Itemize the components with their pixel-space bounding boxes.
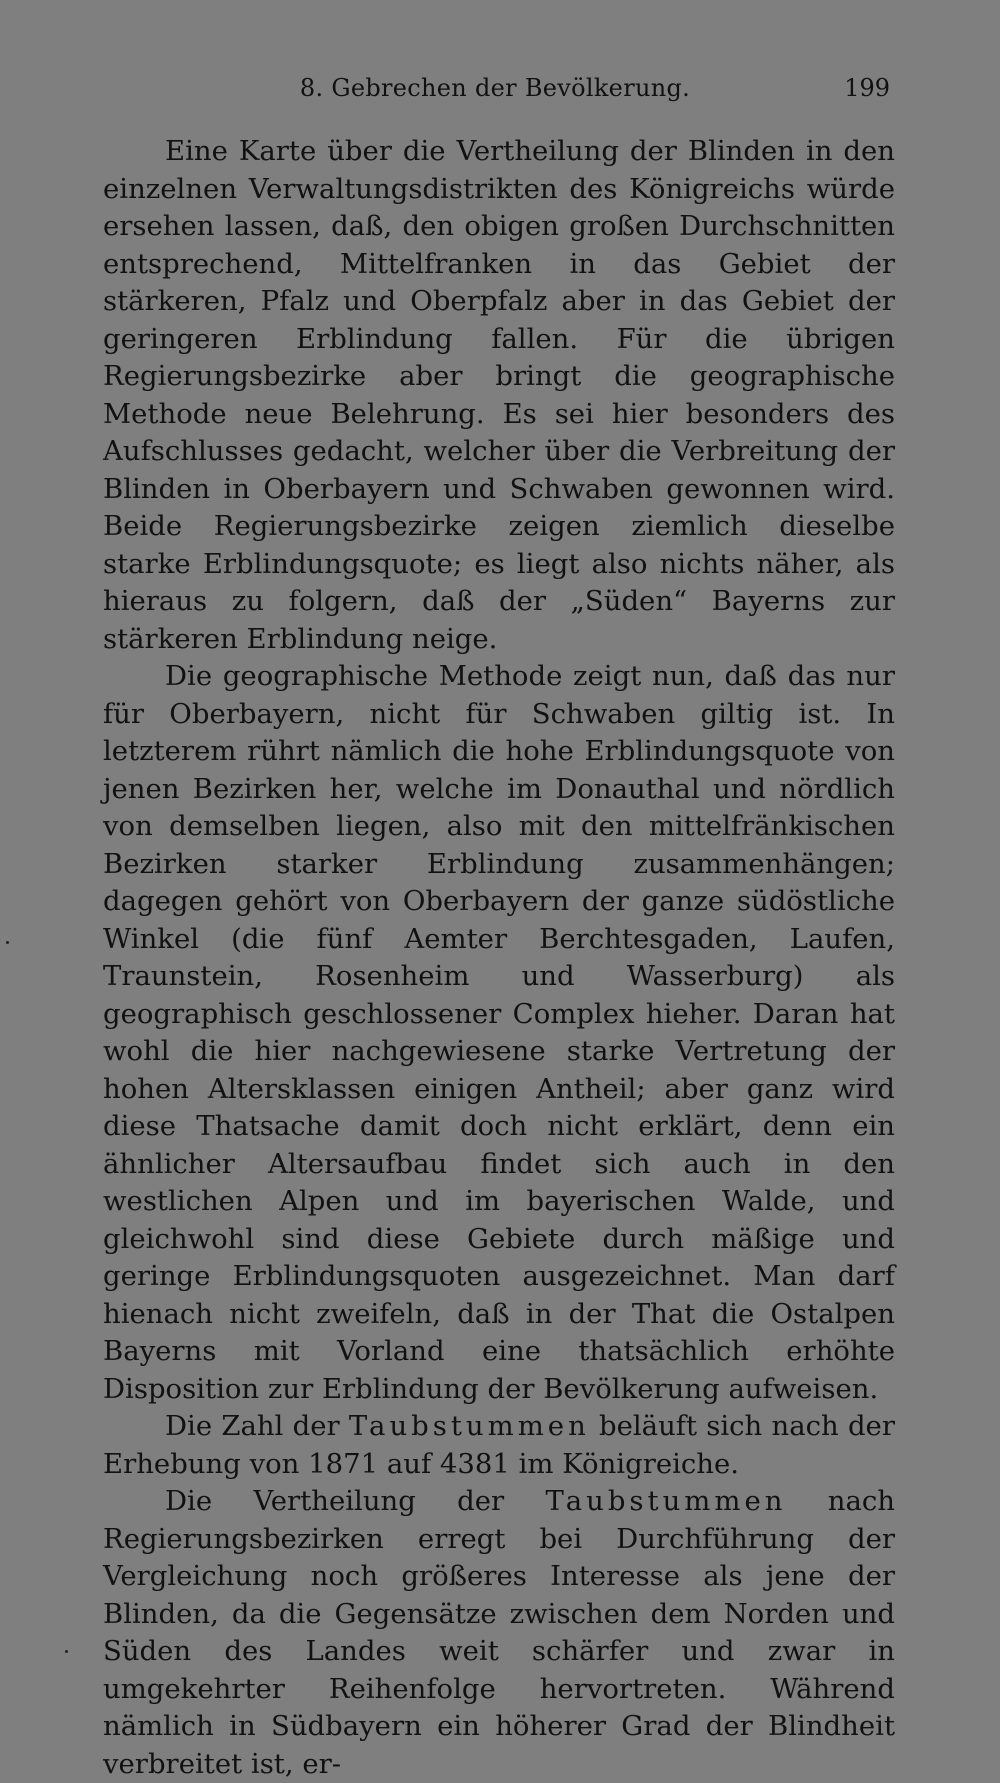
- paragraph: [103, 1483, 895, 1783]
- chapter-title: 8. Gebrechen der Bevölkerung.: [299, 74, 691, 102]
- emphasized-term: Taubstummen: [348, 1410, 590, 1442]
- text-run: Eine Karte über die Vertheilung der Blinden in den einzelnen Verwaltungsdistrikten des Königreichs würde ersehen lassen, daß, den obigen großen Durchschnitten entsprechend, Mittelfranken in das Gebiet der stärkeren, Pfalz und Oberpfalz aber in das Gebiet der geringeren Erblindung fallen. Für die übrigen Regierungsbezirke aber bringt die geographische Methode neue Belehrung. Es sei hier besonders des Aufschlusses gedacht, welcher über die Verbreitung der Blinden in Oberbayern und Schwaben gewonnen wird. Beide Regierungsbezirke zeigen ziemlich dieselbe starke Erblindungsquote; es liegt also nichts näher, als hieraus zu folgern, daß der „Süden“ Bayerns zur stärkeren Erblindung neige.: [103, 135, 895, 655]
- text-run: nach Regierungsbezirken erregt bei Durchführung der Vergleichung noch größeres Interesse als jene der Blinden, da die Gegensätze zwischen dem Norden und Süden des Landes weit schärfer und zwar in umgekehrter Reihenfolge hervortreten. Während nämlich in Südbayern ein höherer Grad der Blindheit verbreitet ist, er-: [103, 1485, 895, 1780]
- page-number: 199: [844, 74, 890, 102]
- running-header: [100, 70, 890, 106]
- emphasized-term: Taubstummen: [545, 1485, 787, 1517]
- scan-speck: [65, 1650, 68, 1653]
- text-run: Die Zahl der: [165, 1410, 349, 1442]
- text-run: Die geographische Methode zeigt nun, daß das nur für Oberbayern, nicht für Schwaben giltig ist. In letzterem rührt nämlich die hohe Erblindungsquote von jenen Bezirken her, welche im Donauthal und nördlich von demselben liegen, also mit den mittelfränkischen Bezirken starker Erblindung zusammenhängen; dagegen gehört von Oberbayern der ganze südöstliche Winkel (die fünf Aemter Berchtesgaden, Laufen, Traunstein, Rosenheim und Wasserburg) als geographisch geschlossener Complex hieher. Daran hat wohl die hier nachgewiesene starke Vertretung der hohen Altersklassen einigen Antheil; aber ganz wird diese Thatsache damit doch nicht erklärt, denn ein ähnlicher Altersaufbau findet sich auch in den westlichen Alpen und im bayerischen Walde, und gleichwohl sind diese Gebiete durch mäßige und geringe Erblindungsquoten ausgezeichnet. Man darf hienach nicht zweifeln, daß in der That die Ostalpen Bayerns mit Vorland eine thatsächlich erhöhte Disposition zur Erblindung der Bevölkerung aufweisen.: [103, 660, 895, 1405]
- text-run: Die Vertheilung der: [165, 1485, 546, 1517]
- paragraph: [103, 133, 895, 658]
- scan-speck: [6, 941, 9, 944]
- paragraph: [103, 1408, 895, 1483]
- paragraph: [103, 658, 895, 1408]
- text-run: beläuft sich nach der Erhebung von 1871 auf 4381 im Königreiche.: [103, 1410, 895, 1480]
- body-text: [103, 133, 895, 1783]
